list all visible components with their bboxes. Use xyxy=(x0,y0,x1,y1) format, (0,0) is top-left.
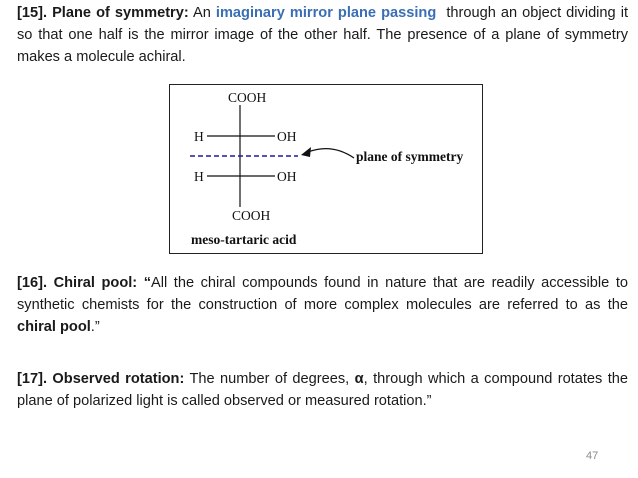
right-substituent-2: OH xyxy=(277,169,297,184)
quote-open: “ xyxy=(143,275,152,291)
term-chiral-pool: chiral pool xyxy=(17,319,91,335)
bottom-group: COOH xyxy=(232,208,271,223)
page-number: 47 xyxy=(586,450,599,462)
top-group: COOH xyxy=(228,90,267,105)
text: , through which a compound rotates the plane of polarized light is called observed or measured rotation.” xyxy=(17,371,629,409)
item-number: [16]. xyxy=(17,275,48,291)
text: The number of degrees, xyxy=(189,371,350,387)
term: Chiral pool: xyxy=(53,275,138,291)
definition-observed-rotation xyxy=(17,368,628,412)
meso-tartaric-acid-figure xyxy=(169,84,483,254)
fischer-projection xyxy=(170,85,484,255)
arrow-curve xyxy=(308,149,354,158)
text: through an object dividing it so that one half is the mirror image of the other half. The presence of a plane of symmetry makes a molecule achiral. xyxy=(17,5,629,65)
figure-caption: meso-tartaric acid xyxy=(191,232,297,247)
item-number: [15]. xyxy=(17,5,48,21)
left-substituent-1: H xyxy=(194,129,204,144)
highlighted-text: imaginary mirror plane passing xyxy=(215,5,437,21)
arrow-head-icon xyxy=(301,147,311,157)
definition-chiral-pool xyxy=(17,272,628,338)
right-substituent-1: OH xyxy=(277,129,297,144)
term: Plane of symmetry: xyxy=(52,5,189,21)
item-number: [17]. xyxy=(17,371,48,387)
plane-label: plane of symmetry xyxy=(356,149,464,164)
text: An xyxy=(192,5,211,21)
text: All the chiral compounds found in nature that are readily accessible to synthetic chemists for the construction of more complex molecules are referred to as the xyxy=(17,275,628,313)
alpha-symbol: α xyxy=(354,371,364,387)
text-end: .” xyxy=(90,319,100,335)
definition-plane-of-symmetry xyxy=(17,2,628,68)
term: Observed rotation: xyxy=(52,371,185,387)
left-substituent-2: H xyxy=(194,169,204,184)
